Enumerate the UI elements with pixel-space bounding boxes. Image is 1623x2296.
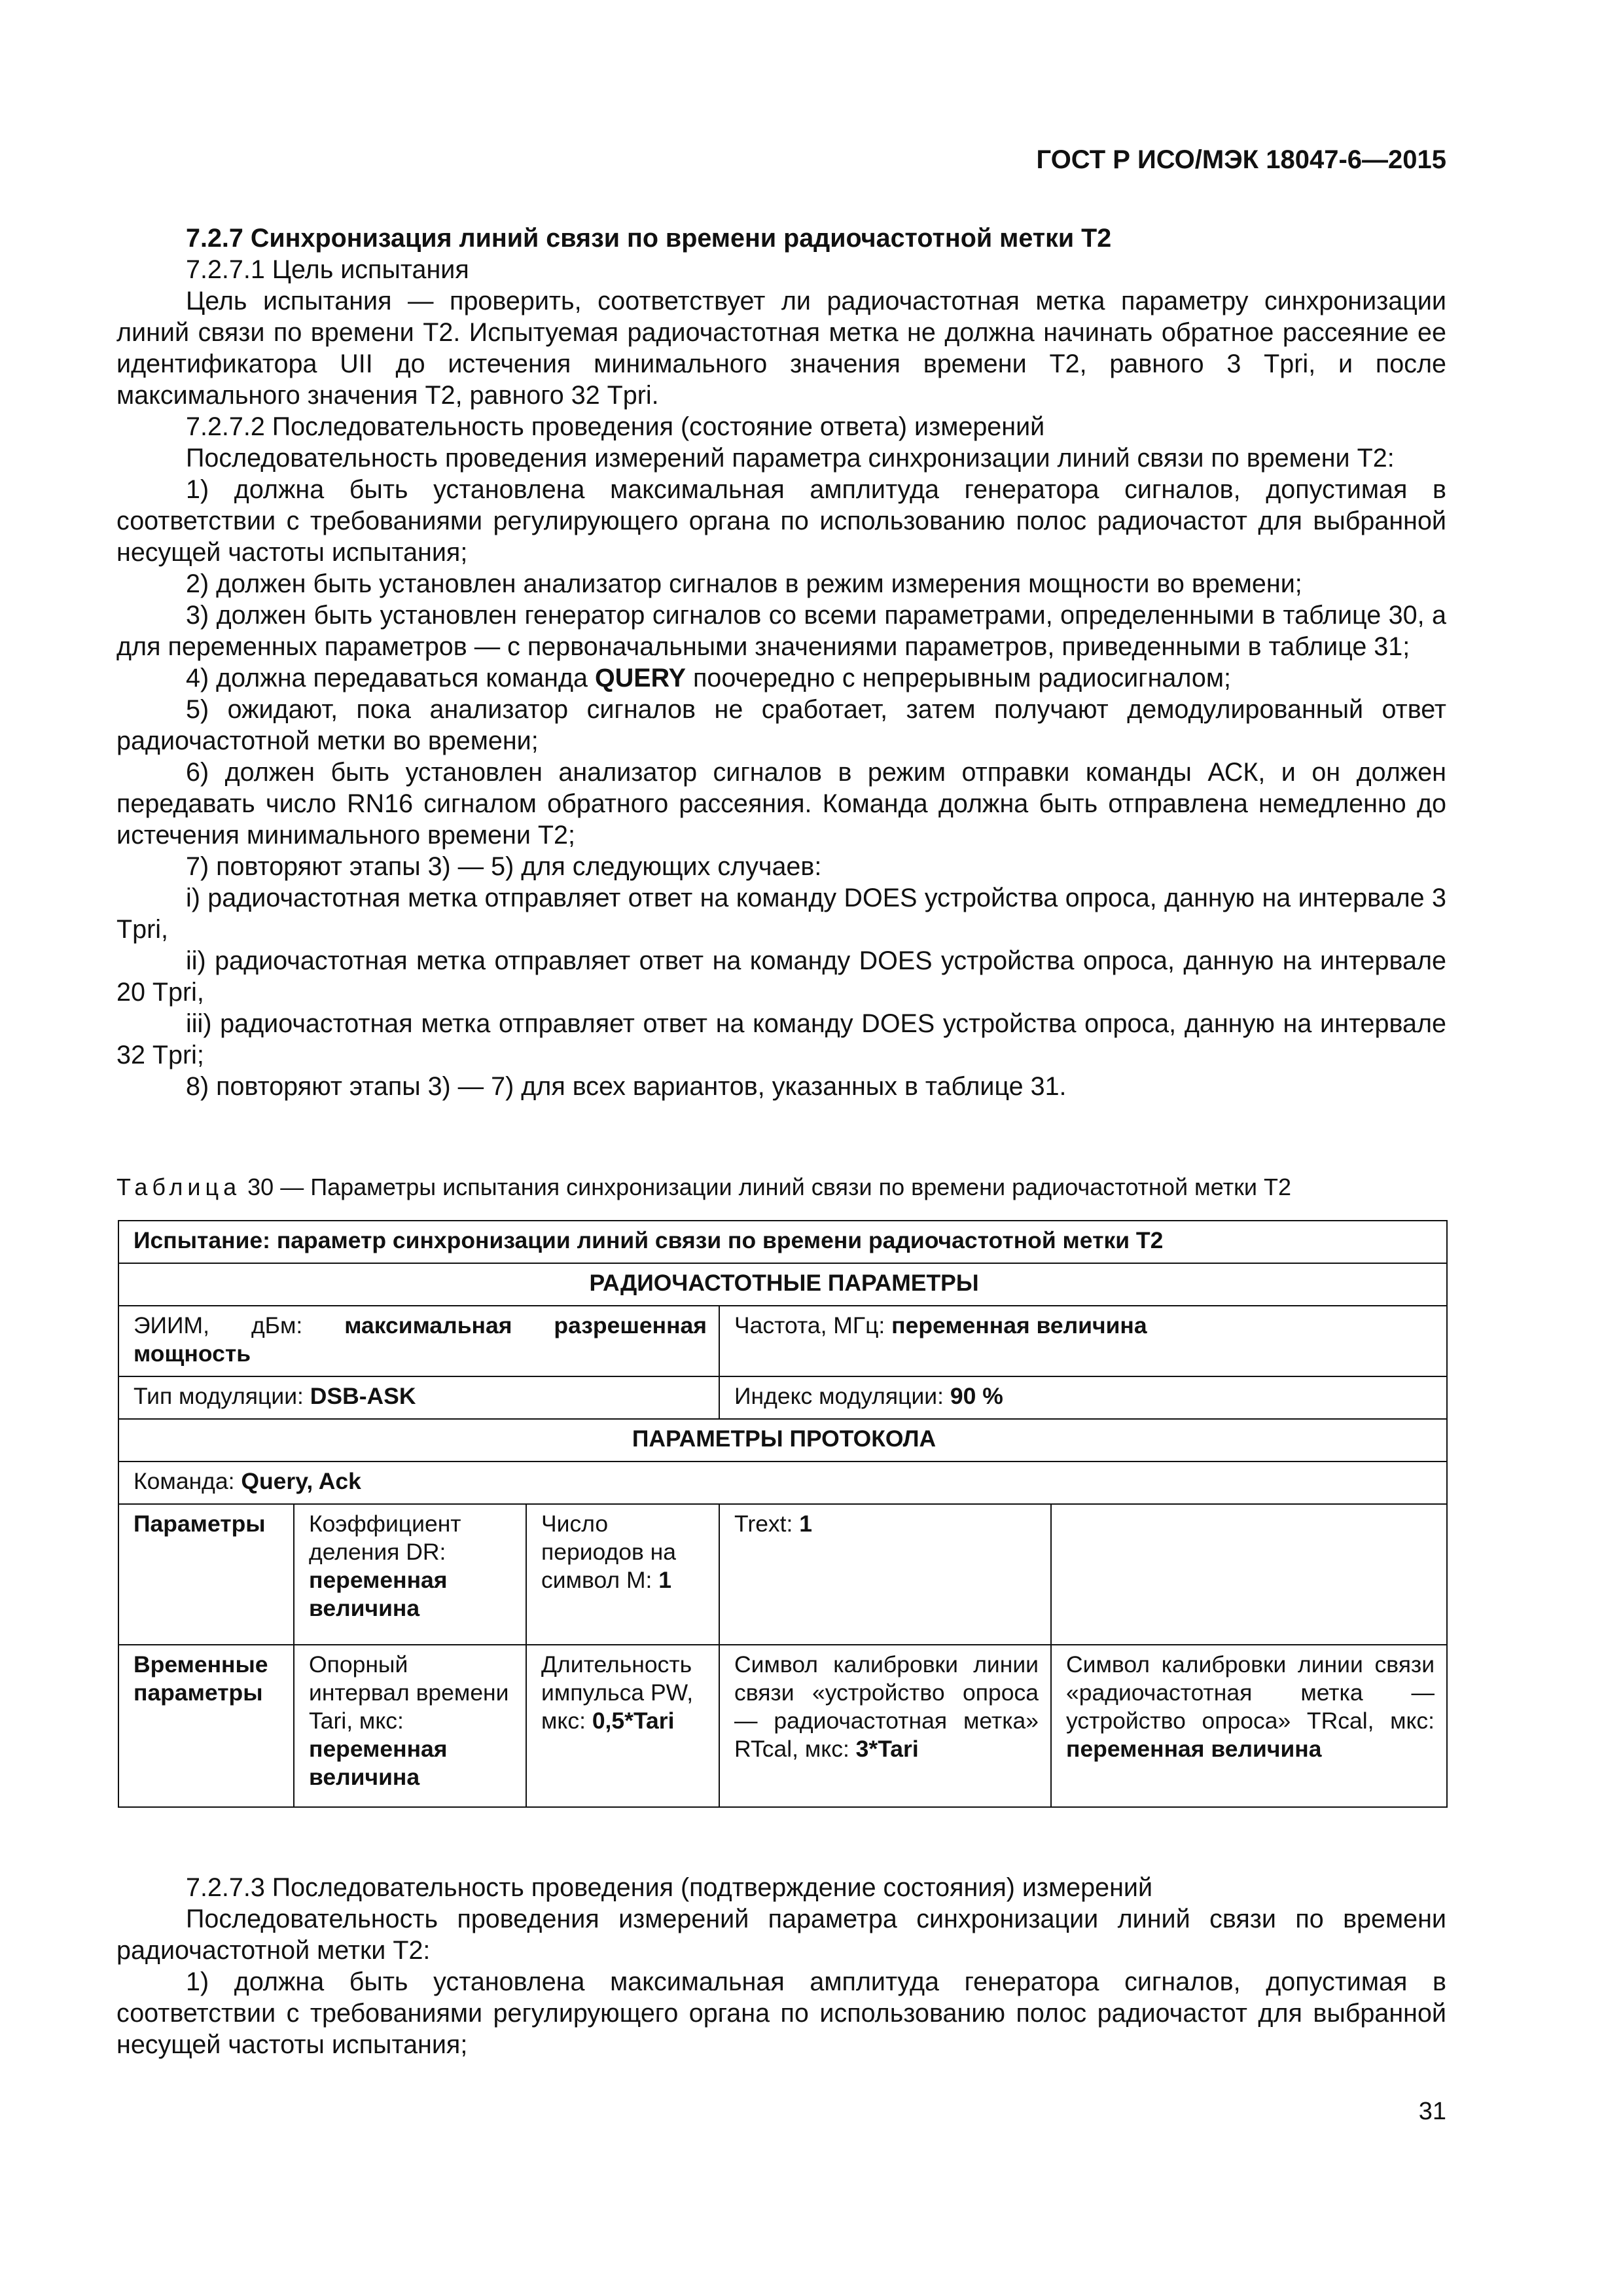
subsection-title: 7.2.7.1 Цель испытания [186,255,469,284]
params-label-cell [118,1504,294,1645]
modulation-cell [118,1376,719,1419]
section-body [116,223,1446,1102]
table-row [118,1419,1447,1462]
rtcal-cell [719,1645,1051,1807]
tari-cell [294,1645,526,1807]
pw-value: 0,5*Tari [592,1708,675,1734]
document-header: ГОСТ Р ИСО/МЭК 18047-6—2015 [1036,145,1446,174]
table-row [118,1645,1447,1807]
table-title: Испытание: параметр синхронизации линий связи по времени радиочастотной метки T2 [134,1227,1164,1253]
subsection-title: 7.2.7.3 Последовательность проведения (подтверждение состояния) измерений [186,1873,1153,1902]
modulation-index-label: Индекс модуляции: [734,1383,950,1409]
frequency-value: переменная величина [891,1312,1147,1338]
frequency-label: Частота, МГц: [734,1312,892,1338]
table-caption [116,1173,1291,1202]
empty-cell [1051,1504,1447,1645]
command-label: Команда: [134,1468,241,1494]
list-item: ii) радиочастотная метка отправляет ответ на команду DOES устройства опроса, данную на интервале 20 Tpri, [116,946,1446,1007]
list-item [116,662,1446,694]
list-item-text: поочередно с непрерывным радиосигналом; [685,664,1231,692]
paragraph: Последовательность проведения измерений параметра синхронизации линий связи по времени радиочастотной метки T2: [116,1905,1446,1965]
table-row [118,1306,1447,1376]
modulation-value: DSB-ASK [310,1383,416,1409]
paragraph: Последовательность проведения измерений параметра синхронизации линий связи по времени T2: [186,444,1395,473]
pw-cell [526,1645,719,1807]
list-item: 1) должна быть установлена максимальная амплитуда генератора сигналов, допустимая в соответствии с требованиями регулирующего органа по использованию полос радиочастот для выбранной несущей частоты испытания; [116,475,1446,567]
params-label: Параметры [134,1511,266,1537]
table-row [118,1221,1447,1263]
protocol-header-cell: ПАРАМЕТРЫ ПРОТОКОЛА [118,1419,1447,1462]
parameters-table [118,1220,1448,1808]
list-item: 6) должен быть установлен анализатор сигналов в режим отправки команды АСК, и он должен передавать число RN16 сигналом обратного рассеяния. Команда должна быть отправлена немедленно до истечения минимального времени T2; [116,758,1446,850]
tari-value: переменная величина [309,1736,448,1790]
time-label-cell [118,1645,294,1807]
trcal-value: переменная величина [1066,1736,1322,1762]
eirp-value: максимальная разрешенная мощность [134,1312,707,1367]
rtcal-value: 3*Tari [855,1736,919,1762]
trcal-cell [1051,1645,1447,1807]
trcal-label: Символ калибровки линии связи «радиочастотная метка — устройство опроса» TRcal, мкс: [1066,1651,1435,1734]
table-caption-word: Таблица [116,1174,241,1200]
subsection-title: 7.2.7.2 Последовательность проведения (состояние ответа) измерений [186,412,1045,441]
m-label: Число периодов на символ М: [541,1511,677,1593]
list-item: 8) повторяют этапы 3) — 7) для всех вариантов, указанных в таблице 31. [186,1072,1067,1101]
page-number: 31 [1418,2098,1446,2125]
modulation-index-value: 90 % [950,1383,1003,1409]
command-name: QUERY [594,664,686,692]
trext-value: 1 [799,1511,813,1537]
section-heading: 7.2.7 Синхронизация линий связи по времени радиочастотной метки T2 [186,224,1112,253]
eirp-cell [118,1306,719,1376]
table-row [118,1462,1447,1504]
dr-cell [294,1504,526,1645]
dr-label: Коэффициент деления DR: [309,1511,461,1565]
list-item: iii) радиочастотная метка отправляет ответ на команду DOES устройства опроса, данную на интервале 32 Tpri; [116,1009,1446,1069]
modulation-label: Тип модуляции: [134,1383,310,1409]
table-caption-text: 30 — Параметры испытания синхронизации линий связи по времени радиочастотной метки T2 [241,1174,1291,1200]
table-row [118,1263,1447,1306]
m-value: 1 [658,1567,672,1593]
trext-cell [719,1504,1051,1645]
list-item: 3) должен быть установлен генератор сигналов со всеми параметрами, определенными в таблице 30, а для переменных параметров — с первоначальными значениями параметров, приведенными в таблице 31; [116,601,1446,661]
rtcal-label: Символ калибровки линии связи «устройство опроса — радиочастотная метка» RTcal, мкс: [734,1651,1039,1762]
list-item: i) радиочастотная метка отправляет ответ на команду DOES устройства опроса, данную на интервале 3 Tpri, [116,884,1446,944]
frequency-cell [719,1306,1447,1376]
pw-label: Длительность импульса PW, мкс: [541,1651,694,1734]
modulation-index-cell [719,1376,1447,1419]
command-cell [118,1462,1447,1504]
rf-header-cell: РАДИОЧАСТОТНЫЕ ПАРАМЕТРЫ [118,1263,1447,1306]
table-row [118,1376,1447,1419]
list-item: 5) ожидают, пока анализатор сигналов не сработает, затем получают демодулированный ответ радиочастотной метки во времени; [116,695,1446,755]
table-row [118,1504,1447,1645]
time-params-label: Временные параметры [134,1651,268,1706]
m-cell [526,1504,719,1645]
dr-value: переменная величина [309,1567,448,1621]
list-item: 2) должен быть установлен анализатор сигналов в режим измерения мощности во времени; [186,569,1302,598]
list-item: 1) должна быть установлена максимальная амплитуда генератора сигналов, допустимая в соответствии с требованиями регулирующего органа по использованию полос радиочастот для выбранной несущей частоты испытания; [116,1967,1446,2059]
command-value: Query, Ack [241,1468,361,1494]
section-body-2 [116,1872,1446,2060]
eirp-label: ЭИИМ, дБм: [134,1312,345,1338]
list-item-text: 4) должна передаваться команда [186,664,595,692]
table-title-cell [118,1221,1447,1263]
list-item: 7) повторяют этапы 3) — 5) для следующих случаев: [186,852,822,881]
trext-label: Trext: [734,1511,800,1537]
paragraph: Цель испытания — проверить, соответствует ли радиочастотная метка параметру синхронизации линий связи по времени T2. Испытуемая радиочастотная метка не должна начинать обратное рассеяние ее идентификатора UII до истечения минимального значения времени T2, равного 3 Tpri, и после максимального значения T2, равного 32 Tpri. [116,287,1446,410]
tari-label: Опорный интервал времени Tari, мкс: [309,1651,509,1734]
